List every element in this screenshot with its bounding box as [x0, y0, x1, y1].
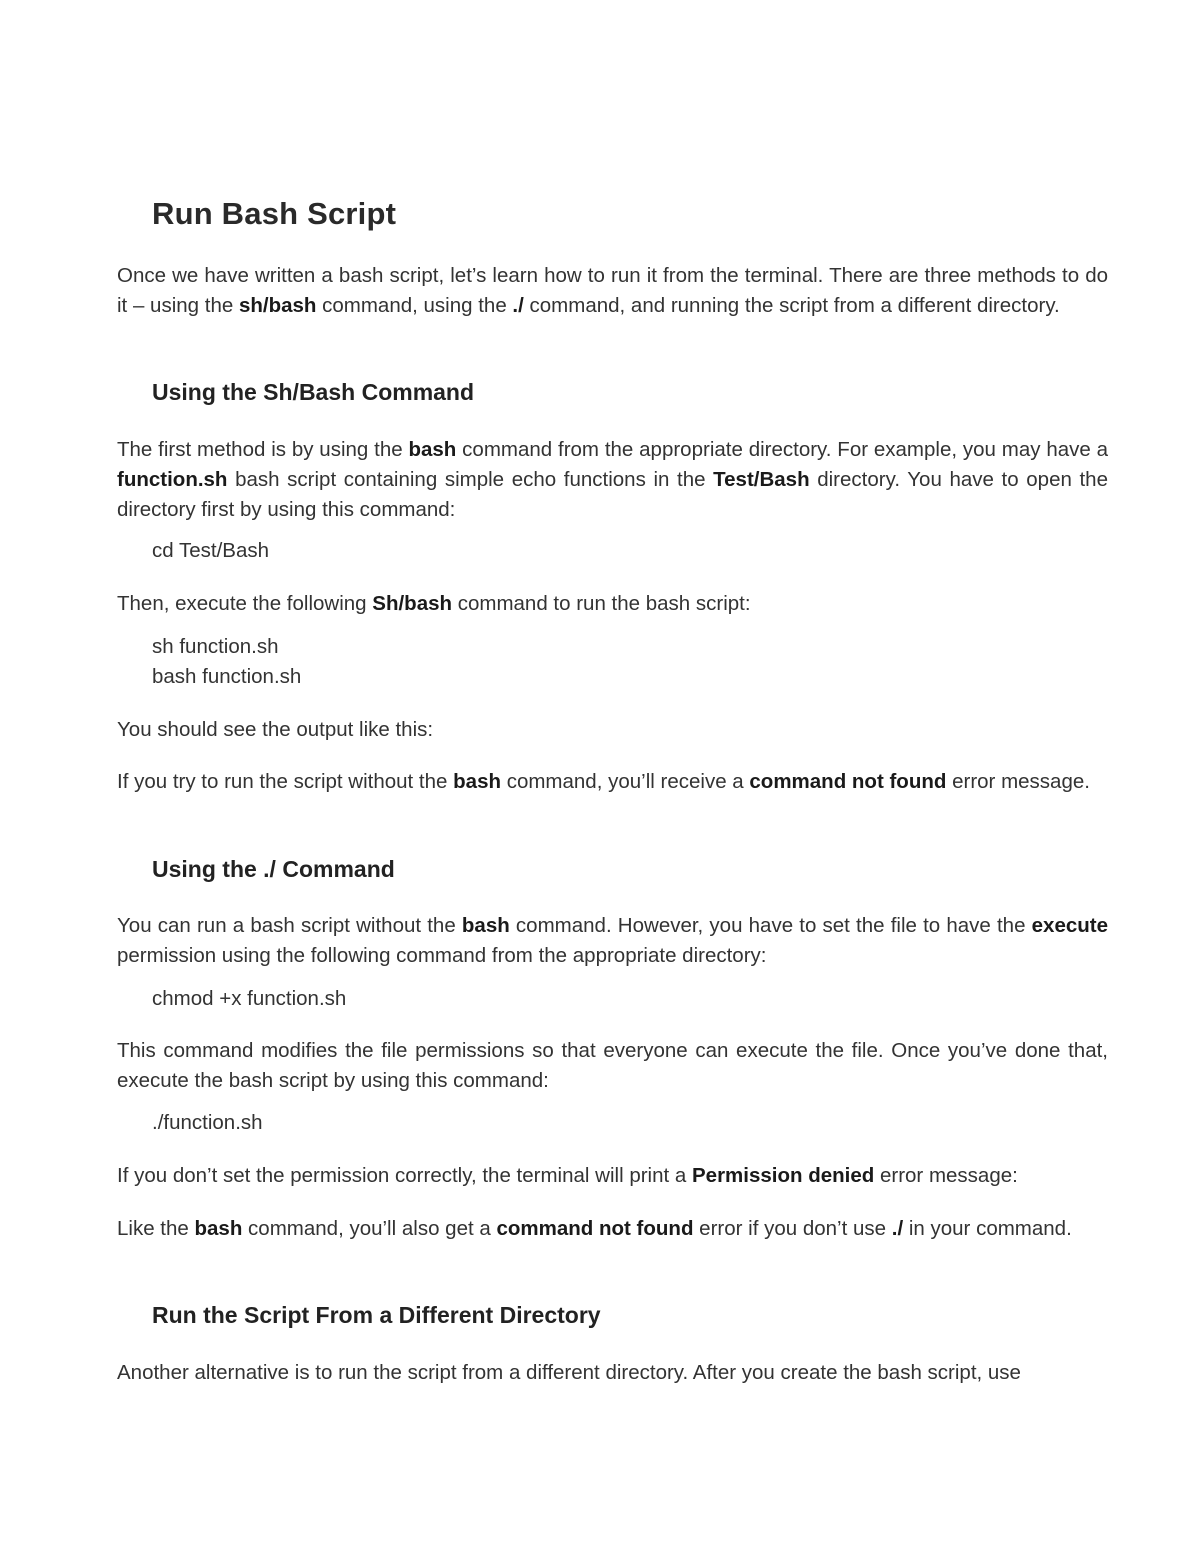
s2p3-bold-permission-denied: Permission denied [692, 1164, 875, 1187]
s1p1-text-4: directory. You have to open the directory first by using this command: [117, 468, 1108, 521]
code-chmod: chmod +x function.sh [152, 987, 347, 1010]
s2p1-bold-execute: execute [1031, 914, 1108, 937]
section1-paragraph-4 [117, 767, 1108, 797]
s1p1-text-2: command from the appropriate directory. For example, you may have a [456, 438, 1108, 461]
code-sh-function: sh function.sh [152, 635, 279, 658]
code-cd-test-bash: cd Test/Bash [152, 539, 269, 562]
section2-paragraph-3 [117, 1161, 1108, 1191]
section2-paragraph-2: This command modifies the file permissions so that everyone can execute the file. Once you’ve done that, execute the bash script by using this command: [117, 1039, 1108, 1092]
page-title: Run Bash Script [152, 196, 397, 231]
s2p3-text-2: error message: [874, 1164, 1018, 1187]
s1p2-text-2: command to run the bash script: [452, 592, 751, 615]
intro-text-2: command, using the [316, 294, 513, 317]
section1-paragraph-3: You should see the output like this: [117, 718, 434, 741]
intro-paragraph [117, 261, 1108, 321]
s1p2-text-1: Then, execute the following [117, 592, 373, 615]
s2p1-text-2: command. However, you have to set the file to have the [509, 914, 1032, 937]
s2p4-text-4: in your command. [903, 1217, 1072, 1240]
s2p4-text-1: Like the [117, 1217, 195, 1240]
s2p1-text-3: permission using the following command from the appropriate directory: [117, 944, 767, 967]
s2p1-bold-bash: bash [461, 914, 510, 937]
s1p1-bold-bash: bash [408, 438, 457, 461]
s2p1-text-1: You can run a bash script without the [117, 914, 462, 937]
s1p4-text-3: error message. [946, 770, 1090, 793]
intro-bold-dot-slash: ./ [512, 294, 524, 317]
s1p2-bold-sh-bash: Sh/bash [372, 592, 453, 615]
s1p1-text-1: The first method is by using the [117, 438, 409, 461]
intro-text-1: Once we have written a bash script, let’s learn how to run it from the terminal. There are three methods to do it – using the [117, 264, 1108, 317]
s1p1-text-3: bash script containing simple echo functions in the [227, 468, 714, 491]
s2p4-bold-command-not-found: command not found [496, 1217, 694, 1240]
section3-heading: Run the Script From a Different Directory [152, 1302, 601, 1328]
s2p4-text-3: error if you don’t use [693, 1217, 892, 1240]
s2p4-text-2: command, you’ll also get a [242, 1217, 497, 1240]
code-bash-function: bash function.sh [152, 665, 302, 688]
s1p4-text-1: If you try to run the script without the [117, 770, 454, 793]
s1p1-bold-function-sh: function.sh [117, 468, 228, 491]
s2p4-bold-dot-slash: ./ [891, 1217, 904, 1240]
section1-heading: Using the Sh/Bash Command [152, 379, 475, 405]
s2p3-text-1: If you don’t set the permission correctly, the terminal will print a [117, 1164, 692, 1187]
s1p4-bold-bash: bash [453, 770, 501, 793]
intro-bold-sh-bash: sh/bash [238, 294, 317, 317]
code-run-function: ./function.sh [152, 1111, 263, 1134]
s1p4-bold-command-not-found: command not found [749, 770, 947, 793]
s1p4-text-2: command, you’ll receive a [501, 770, 750, 793]
intro-text-3: command, and running the script from a different directory. [523, 294, 1060, 317]
section2-heading: Using the ./ Command [152, 856, 395, 882]
section1-paragraph-1 [117, 435, 1108, 525]
section2-paragraph-1 [117, 911, 1108, 971]
s1p1-bold-test-bash: Test/Bash [713, 468, 810, 491]
section1-paragraph-2 [117, 589, 1108, 619]
section3-paragraph-1: Another alternative is to run the script from a different directory. After you create the bash script, use [117, 1361, 1021, 1384]
s2p4-bold-bash: bash [194, 1217, 243, 1240]
section2-paragraph-4 [117, 1214, 1108, 1244]
